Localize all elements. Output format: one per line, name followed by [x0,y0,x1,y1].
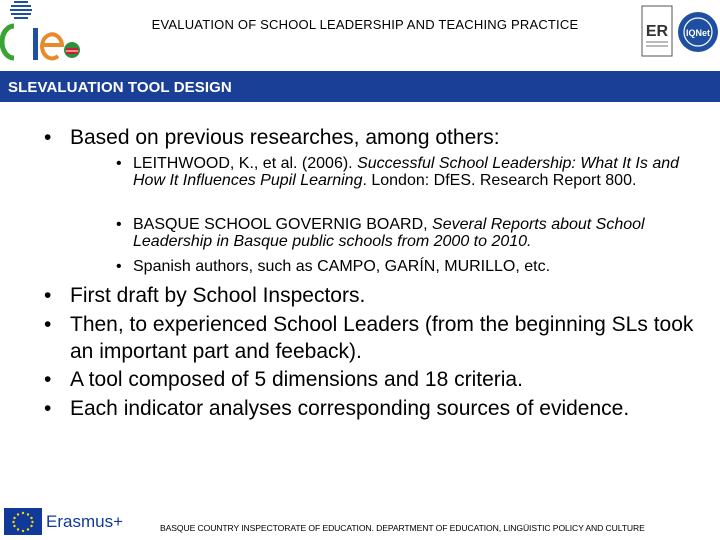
footer-text: BASQUE COUNTRY INSPECTORATE OF EDUCATION. DEPARTMENT OF EDUCATION, LINGÜISTIC POLICY AND CULTURE [160,523,645,533]
reference-item [116,259,706,276]
oie-logo-icon [0,0,86,68]
erasmus-label: Erasmus+ [46,512,123,531]
svg-text:IQNet: IQNet [685,28,711,38]
certification-logos-icon [640,2,720,66]
bullet-point: • Then, to experienced School Leaders (from the beginning SLs took an important part and feeback). [44,311,704,365]
svg-text:ER: ER [645,23,669,40]
bullet-intro: • Based on previous researches, among others: [44,124,704,151]
reference-title: Several Reports about School Leadership in Basque public schools from 2000 to 2010. [133,216,645,250]
bullet-point: • A tool composed of 5 dimensions and 18 criteria. [44,366,704,393]
reference-title: Successful School Leadership: What It Is and How It Influences Pupil Learning [133,155,680,189]
reference-item [116,217,706,250]
bullet-point: • Each indicator analyses corresponding sources of evidence. [44,395,704,422]
bullet-point: • First draft by School Inspectors. [44,282,704,309]
header-title: EVALUATION OF SCHOOL LEADERSHIP AND TEACHING PRACTICE [151,17,579,32]
reference-plain: . London: DfES. Research Report 800. [362,171,637,189]
reference-plain: BASQUE SCHOOL GOVERNIG BOARD, [133,216,433,233]
section-title: SLEVALUATION TOOL DESIGN [8,79,232,96]
reference-plain: LEITHWOOD, K., et al. (2006). [133,155,358,172]
reference-plain: Spanish authors, such as CAMPO, GARÍN, MURILLO, etc. [133,258,551,275]
reference-item [116,156,706,189]
